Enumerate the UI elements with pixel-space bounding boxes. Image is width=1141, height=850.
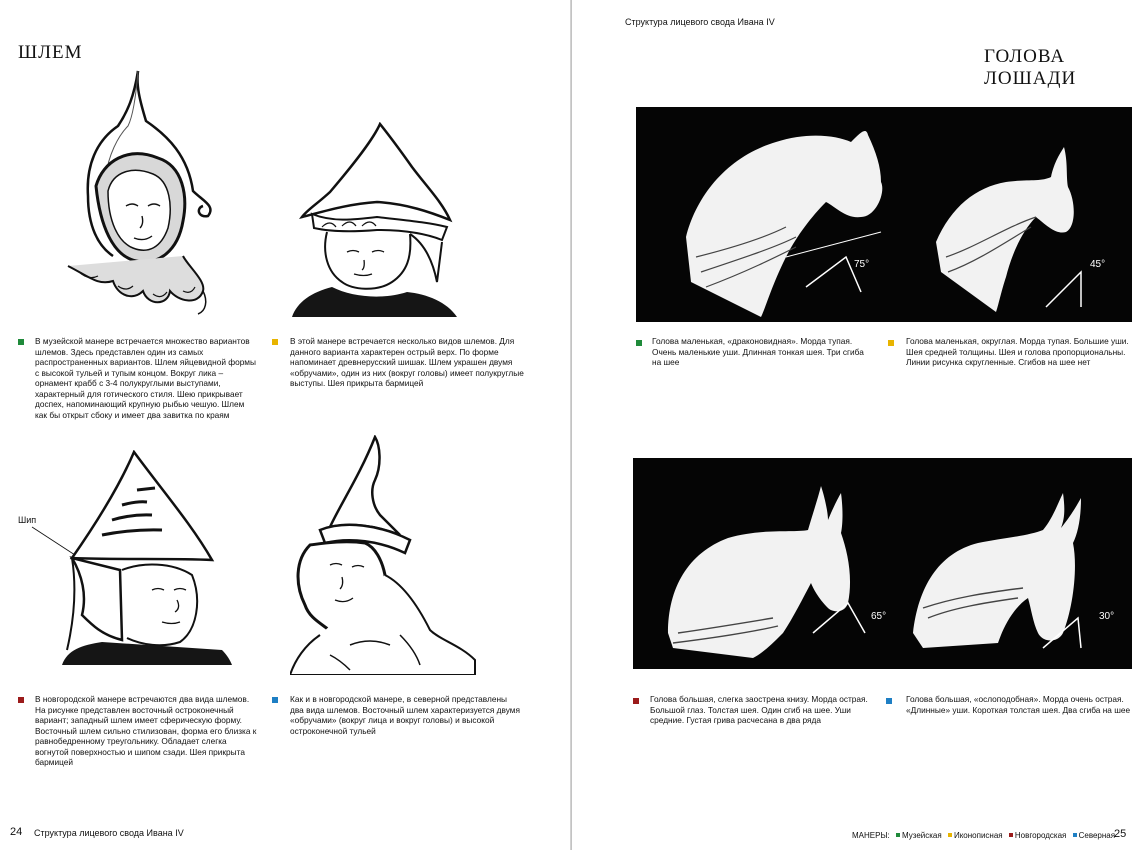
manner-marker-museum-right (636, 340, 642, 346)
caption-helmet-novgorod: В новгородской манере встречаются два вида шлемов. На рисунке представлен восточный остроконечный вариант; западный шлем имеет сферическую форму. Восточный шлем сильно стилизован, форма его близка к равнобедренному треугольнику. Обладает слегка вогнутой поверхностью и шипом сзади. Шея прикрыта бармицей (35, 694, 257, 767)
helmet-drawing-northern (290, 435, 480, 675)
callout-label-spike: Шип (18, 515, 37, 525)
horse-drawings-top (636, 107, 1132, 322)
angle-label-3: 65° (871, 611, 887, 622)
legend-item-northern: Северная (1078, 831, 1116, 840)
caption-horse-museum: Голова маленькая, «драконовидная». Морда тупая. Очень маленькие уши. Длинная тонкая шея. Три сгиба на шее (652, 336, 864, 367)
caption-horse-icon: Голова маленькая, округлая. Морда тупая. Большие уши. Шея средней толщины. Шея и голова пропорциональны. Линии рисунка скругленные. Сгибов на шее нет (906, 336, 1129, 367)
manner-marker-museum (18, 339, 24, 345)
helmet-drawing-novgorod (62, 450, 232, 665)
caption-helmet-northern: Как и в новгородской манере, в северной представлены два вида шлемов. Восточный шлем характеризуется двумя «обручами» (вокруг лица и вокруг головы) и высокой остроконечной тульей (290, 694, 520, 736)
horse-panel-bottom (633, 458, 1132, 669)
right-page (572, 0, 1141, 850)
legend-dot-museum (896, 833, 900, 837)
horse-panel-top (636, 107, 1132, 322)
page-number-left: 24 (10, 826, 23, 838)
legend-item-novgorod: Новгородская (1014, 831, 1067, 840)
caption-helmet-icon: В этой манере встречается несколько видов шлемов. Для данного варианта характерен острый верх. По форме напоминает древнерусский шишак. Шлем украшен двумя «обручами», один из них (вокруг головы) имеет полукруглые выступы. Шея прикрыта бармицей (290, 336, 524, 388)
caption-horse-novgorod: Голова большая, слегка заострена книзу. Морда острая. Большой глаз. Толстая шея. Один сгиб на шее. Уши средние. Густая грива расчесана в два ряда (650, 694, 868, 725)
manner-marker-icon (272, 339, 278, 345)
legend-dot-icon (948, 833, 952, 837)
manner-marker-novgorod (18, 697, 24, 703)
left-page (0, 0, 570, 850)
legend-dot-northern (1073, 833, 1077, 837)
horse-drawings-bottom (633, 458, 1132, 669)
legend-dot-novgorod (1009, 833, 1013, 837)
legend-label: МАНЕРЫ: (852, 831, 890, 840)
caption-horse-northern: Голова большая, «ослоподобная». Морда очень острая. «Длинные» уши. Короткая толстая шея. Два сгиба на шее (906, 694, 1131, 715)
manner-marker-icon-right (888, 340, 894, 346)
manner-marker-northern (272, 697, 278, 703)
running-head: Структура лицевого свода Ивана IV (625, 17, 775, 27)
angle-label-4: 30° (1099, 611, 1115, 622)
angle-label-1: 75° (854, 259, 870, 270)
page-title-helmet: ШЛЕМ (18, 42, 83, 63)
page-number-right: 25 (1114, 828, 1127, 840)
manner-marker-northern-right (886, 698, 892, 704)
manner-legend (852, 831, 1115, 840)
footer-title-left: Структура лицевого свода Ивана IV (34, 828, 184, 838)
legend-item-museum: Музейская (902, 831, 942, 840)
helmet-drawing-icon (292, 122, 462, 317)
caption-helmet-museum: В музейской манере встречается множество вариантов шлемов. Здесь представлен один из самых распространенных вариантов. Шлем яйцевидной формы с высокой тульей и тупым концом. Вокруг лика – орнамент крабб с 3-4 полукруглыми выступами, характерный для готического стиля. Шею прикрывает доспех, напоминающий крупную рыбью чешую. Шлем как бы открыт сбоку и имеет два завитка по краям (35, 336, 256, 420)
legend-item-icon: Иконописная (953, 831, 1003, 840)
angle-label-2: 45° (1090, 259, 1106, 270)
helmet-drawing-museum (58, 66, 218, 316)
manner-marker-novgorod-right (633, 698, 639, 704)
page-title-horse-head: ГОЛОВА ЛОШАДИ (984, 46, 1077, 89)
